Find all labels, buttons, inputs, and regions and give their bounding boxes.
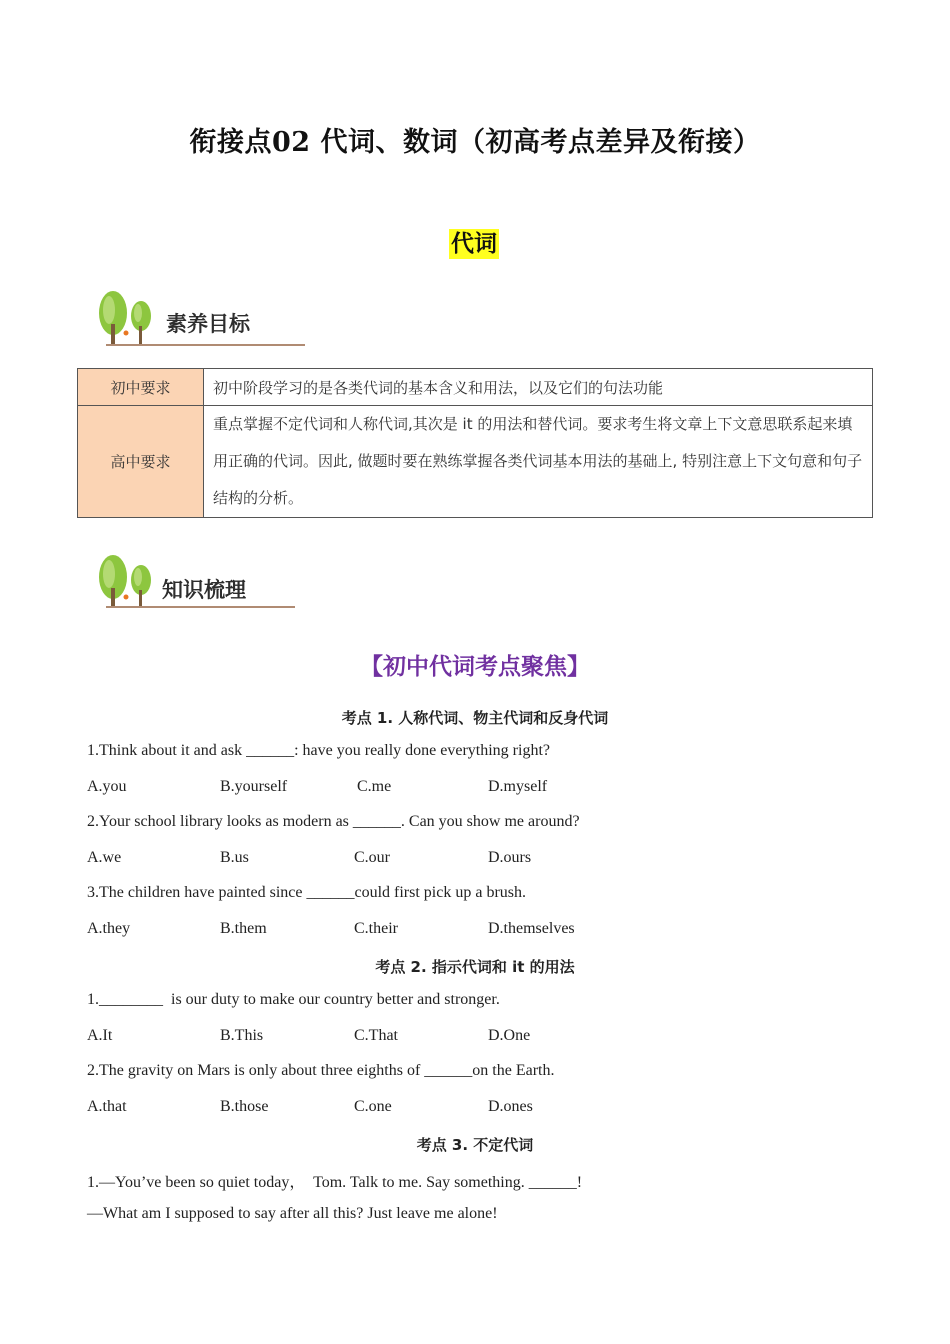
tree-icon (96, 552, 160, 612)
option: C.our (354, 849, 390, 866)
question-stem: 3.The children have painted since ______could first pick up a brush. (87, 884, 526, 901)
tree-icon (96, 288, 160, 348)
option: D.ours (488, 849, 532, 866)
option: A.that (87, 1098, 127, 1115)
goals-badge-underline (106, 344, 305, 346)
point-heading: 考点 2. 指示代词和 it 的用法 (375, 958, 575, 976)
table-content-cell: 初中阶段学习的是各类代词的基本含义和用法，以及它们的句法功能 (204, 369, 873, 406)
table-row (78, 406, 873, 518)
section-label-pronouns: 代词 (451, 231, 497, 257)
question-stem: 1.Think about it and ask ______: have you really done everything right? (87, 742, 550, 759)
question-stem: 2.Your school library looks as modern as ______. Can you show me around? (87, 813, 580, 830)
option: B.This (220, 1027, 264, 1044)
option: A.It (87, 1027, 113, 1044)
option: D.themselves (488, 920, 575, 937)
option: C.one (354, 1098, 392, 1115)
table-label-cell: 初中要求 (78, 369, 204, 406)
question-stem: 1.________ is our duty to make our country better and stronger. (87, 991, 500, 1008)
document-title: 衔接点02 代词、数词（初高考点差异及衔接） (189, 127, 761, 158)
option: B.them (220, 920, 267, 937)
option: A.you (87, 778, 127, 795)
focus-heading: 【初中代词考点聚焦】 (360, 654, 590, 680)
option: B.those (220, 1098, 269, 1115)
question-stem: 1.—You’ve been so quiet today， Tom. Talk to me. Say something. ______! (87, 1174, 583, 1191)
option: C.me (357, 778, 392, 795)
question-stem: 2.The gravity on Mars is only about three eighths of ______on the Earth. (87, 1062, 555, 1079)
option: B.yourself (220, 778, 288, 795)
point-heading: 考点 1. 人称代词、物主代词和反身代词 (341, 709, 609, 727)
goals-badge (96, 288, 306, 348)
goals-badge-label: 素养目标 (166, 312, 250, 336)
goals-table (77, 368, 873, 518)
option: A.they (87, 920, 131, 937)
option: D.myself (488, 778, 548, 795)
table-row (78, 369, 873, 406)
knowledge-badge-underline (106, 606, 295, 608)
option: A.we (87, 849, 122, 866)
knowledge-badge (96, 552, 296, 612)
option: D.One (488, 1027, 531, 1044)
knowledge-badge-label: 知识梳理 (162, 578, 246, 602)
option: D.ones (488, 1098, 533, 1115)
dialogue-line: —What am I supposed to say after all this? Just leave me alone! (87, 1205, 498, 1222)
table-label-cell: 高中要求 (78, 406, 204, 518)
option: C.That (354, 1027, 398, 1044)
point-heading: 考点 3. 不定代词 (416, 1136, 534, 1154)
option: B.us (220, 849, 249, 866)
option: C.their (354, 920, 398, 937)
table-content-cell: 重点掌握不定代词和人称代词,其次是 it 的用法和替代词。要求考生将文章上下文意思联系起来填用正确的代词。因此, 做题时要在熟练掌握各类代词基本用法的基础上, 特别注意上下文句意和句子结构的分析。 (204, 406, 873, 518)
